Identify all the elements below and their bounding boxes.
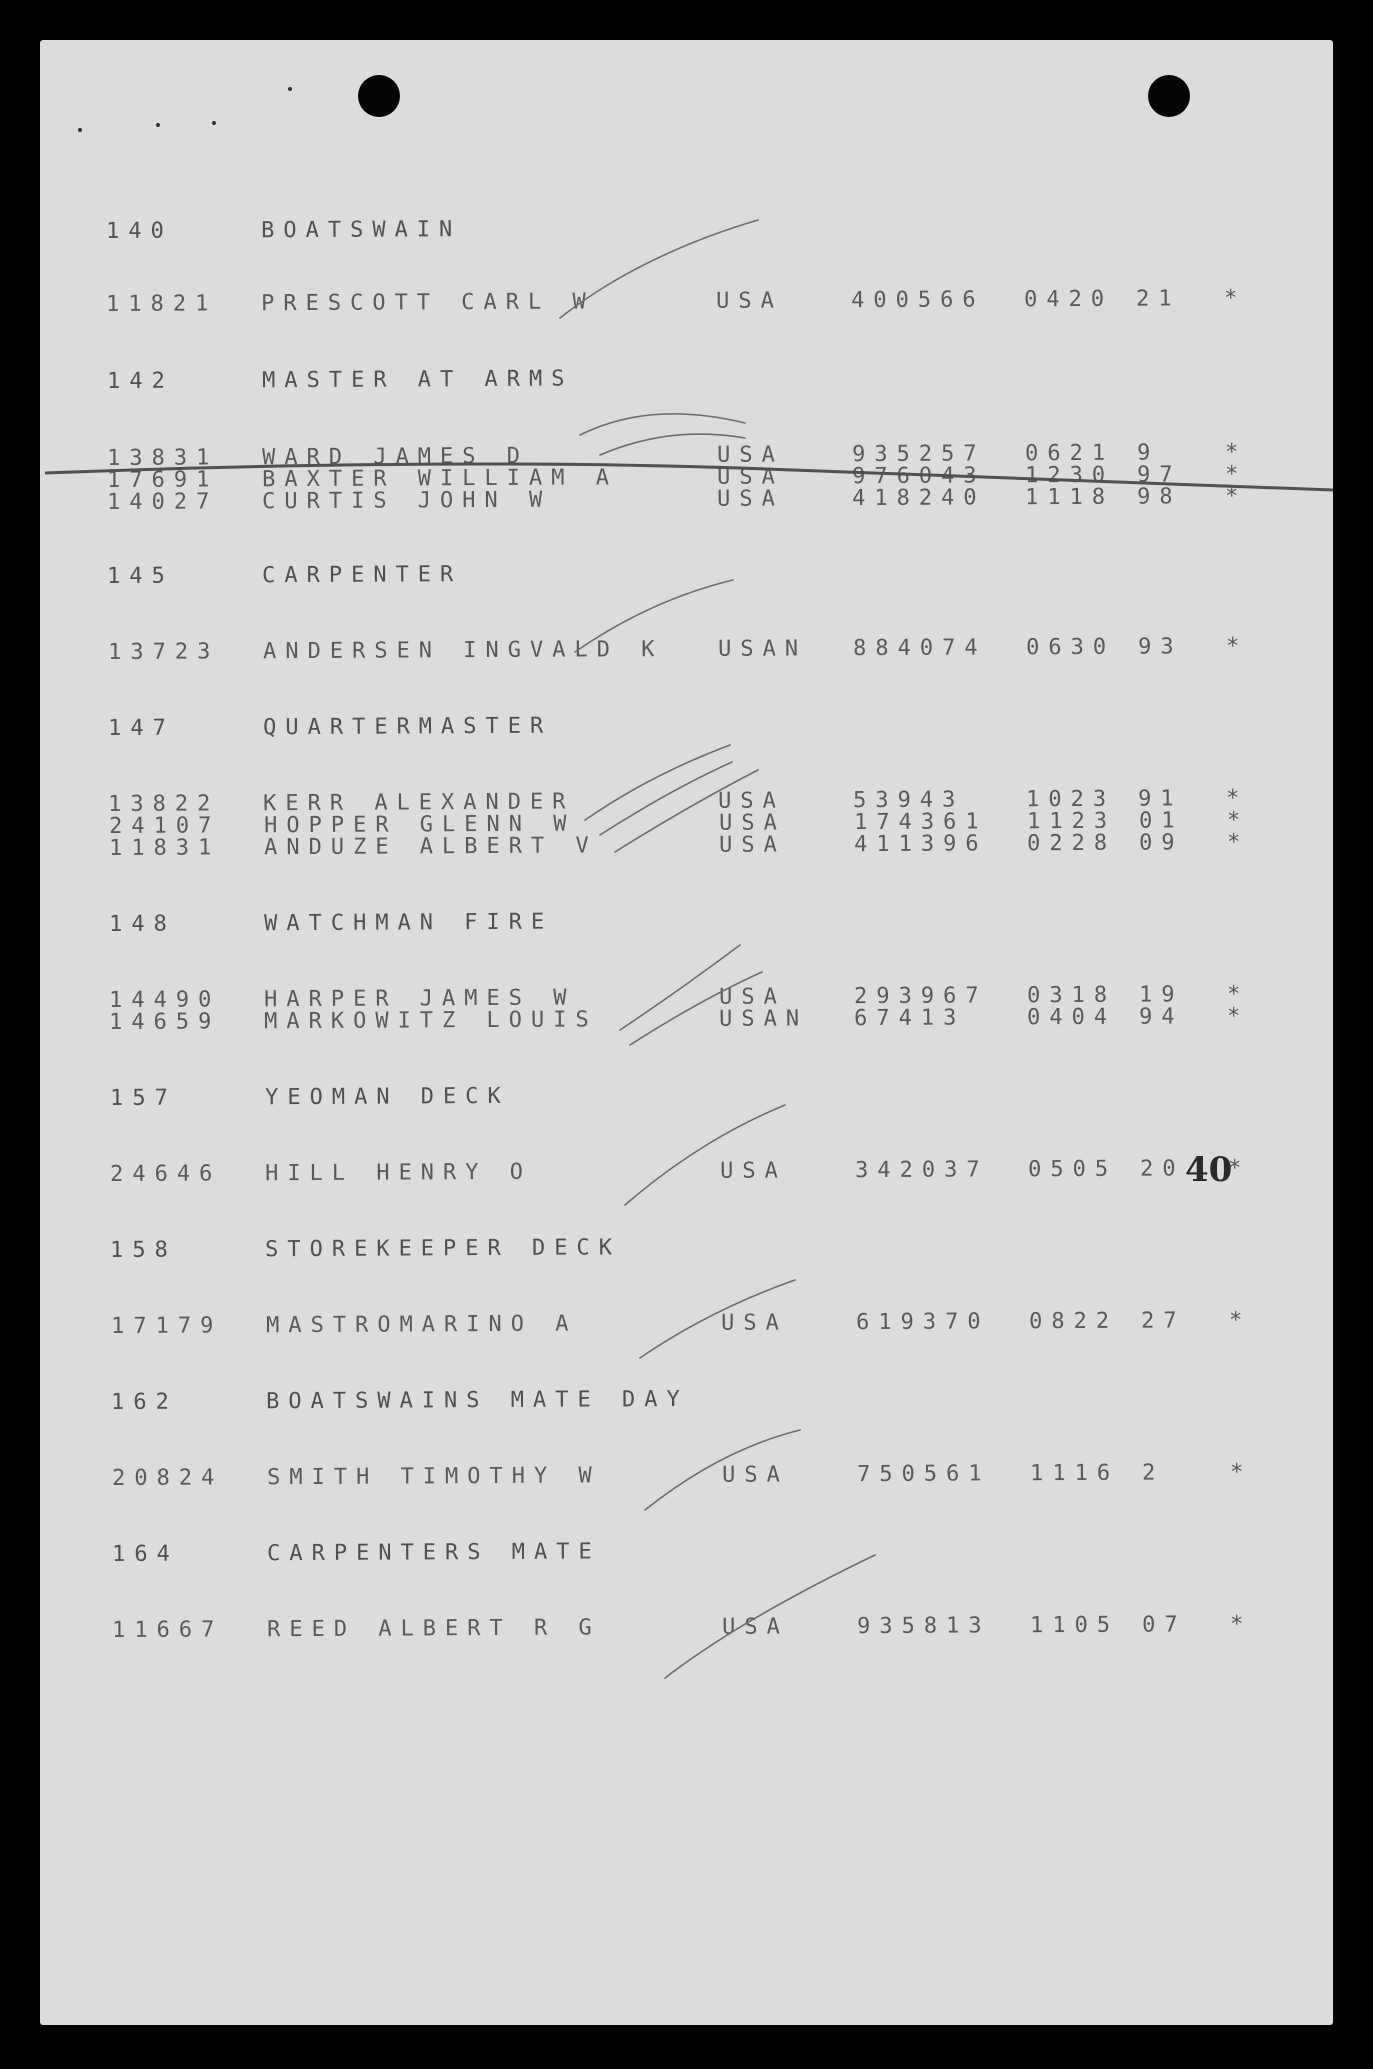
age: 21 [1136,286,1181,312]
crew-number: 20824 [111,1465,223,1491]
section-code: 162 [111,1389,179,1415]
section-code: 147 [108,715,176,741]
nationality: USA [717,464,784,490]
age: 07 [1142,1612,1187,1638]
id-number: 935813 [857,1613,991,1640]
age: 09 [1138,830,1184,856]
id-number: 884074 [852,635,987,662]
crew-name: HOPPER GLENN W [263,811,576,839]
asterisk-mark: * [1229,1460,1252,1486]
age: 01 [1138,808,1184,834]
id-number: 418240 [852,485,986,512]
nationality: USA [718,810,786,836]
id-number: 53943 [853,787,965,814]
nationality: USA [722,1614,790,1640]
crew-number: 11821 [106,291,218,317]
age: 93 [1137,634,1183,660]
asterisk-mark: * [1228,1156,1251,1182]
age: 9 [1136,440,1160,466]
crew-number: 17179 [110,1313,223,1339]
section-title: WATCHMAN FIRE [264,909,554,937]
id-number: 342037 [855,1157,989,1184]
age: 97 [1137,462,1182,488]
date-code: 0318 [1027,982,1117,1009]
crew-name: KERR ALEXANDER [263,789,576,817]
nationality: USA [720,1310,788,1336]
nationality: USAN [717,636,807,662]
crew-number: 13831 [106,445,219,471]
asterisk-mark: * [1227,1004,1250,1030]
section-code: 148 [109,911,176,937]
section-title: CARPENTERS MATE [266,1539,601,1567]
nationality: USA [716,288,784,314]
section-code: 157 [109,1085,177,1111]
asterisk-mark: * [1226,786,1249,812]
crew-name: PRESCOTT CARL W [261,289,596,317]
nationality: USA [721,1462,789,1488]
crew-name: BAXTER WILLIAM A [262,465,619,493]
asterisk-mark: * [1226,808,1249,834]
crew-name: REED ALBERT R G [267,1615,602,1643]
crew-name: SMITH TIMOTHY W [266,1463,601,1491]
asterisk-mark: * [1225,634,1249,660]
crew-number: 24107 [108,813,220,839]
asterisk-mark: * [1227,982,1250,1008]
section-code: 142 [106,368,174,394]
nationality: USA [718,788,786,814]
crew-name: WARD JAMES D [261,443,530,471]
id-number: 400566 [851,287,985,314]
section-code: 164 [111,1541,179,1567]
crew-number: 11831 [108,835,221,861]
crew-name: MARKOWITZ LOUIS [264,1007,599,1035]
date-code: 1105 [1030,1612,1120,1639]
crew-number: 17691 [107,467,219,493]
section-title: CARPENTER [262,562,463,589]
date-code: 1123 [1026,808,1116,835]
document-page [40,40,1333,2025]
crew-number: 11667 [112,1617,224,1643]
date-code: 0630 [1025,634,1115,661]
section-title: STOREKEEPER DECK [265,1235,622,1263]
section-title: BOATSWAIN [260,217,462,244]
section-title: BOATSWAINS MATE DAY [266,1386,689,1415]
date-code: 1118 [1025,484,1115,511]
crew-number: 14659 [109,1009,221,1035]
section-title: QUARTERMASTER [263,713,553,741]
id-number: 976043 [852,463,986,490]
asterisk-mark: * [1225,484,1248,510]
asterisk-mark: * [1224,286,1247,312]
crew-name: CURTIS JOHN W [262,487,552,515]
nationality: USA [716,442,784,468]
date-code: 0505 [1028,1156,1118,1183]
asterisk-mark: * [1224,440,1248,466]
crew-number: 24646 [110,1161,222,1187]
asterisk-mark: * [1230,1612,1253,1638]
section-code: 158 [110,1237,178,1263]
id-number: 293967 [854,983,988,1010]
crew-number: 14490 [109,987,221,1013]
id-number: 411396 [853,831,988,858]
crew-number: 13723 [107,639,220,665]
age: 91 [1138,786,1184,812]
crew-name: MASTROMARINO A [265,1311,578,1339]
nationality: USAN [719,1006,809,1032]
age: 19 [1139,982,1184,1008]
typed-roster [40,40,1333,2025]
crew-number: 14027 [107,489,219,515]
crew-name: HARPER JAMES W [264,985,576,1013]
nationality: USA [718,832,786,858]
nationality: USA [719,984,787,1010]
id-number: 750561 [856,1461,991,1488]
crew-number: 13822 [108,791,220,817]
date-code: 1116 [1029,1460,1119,1487]
date-code: 0404 [1027,1004,1117,1031]
nationality: USA [717,486,784,512]
page-number: 40 [1185,1150,1233,1190]
id-number: 67413 [854,1005,966,1032]
date-code: 1023 [1026,786,1116,813]
section-code: 145 [107,563,175,589]
age: 98 [1137,484,1182,510]
date-code: 0621 [1024,440,1115,467]
age: 27 [1140,1308,1186,1334]
crew-name: HILL HENRY O [265,1159,533,1187]
section-code: 140 [105,218,173,244]
id-number: 935257 [851,441,986,468]
id-number: 174361 [853,809,988,836]
date-code: 0420 [1024,286,1114,313]
asterisk-mark: * [1226,830,1250,856]
asterisk-mark: * [1225,462,1248,488]
age: 2 [1141,1460,1164,1486]
crew-name: ANDUZE ALBERT V [263,833,598,861]
id-number: 619370 [855,1309,990,1336]
age: 94 [1139,1004,1185,1030]
nationality: USA [720,1158,788,1184]
asterisk-mark: * [1228,1308,1252,1334]
date-code: 1230 [1025,462,1115,489]
date-code: 0822 [1028,1308,1118,1335]
date-code: 0228 [1026,830,1116,857]
section-title: MASTER AT ARMS [261,366,574,394]
age: 20 [1140,1156,1185,1182]
crew-name: ANDERSEN INGVALD K [262,637,664,665]
section-title: YEOMAN DECK [264,1083,510,1111]
